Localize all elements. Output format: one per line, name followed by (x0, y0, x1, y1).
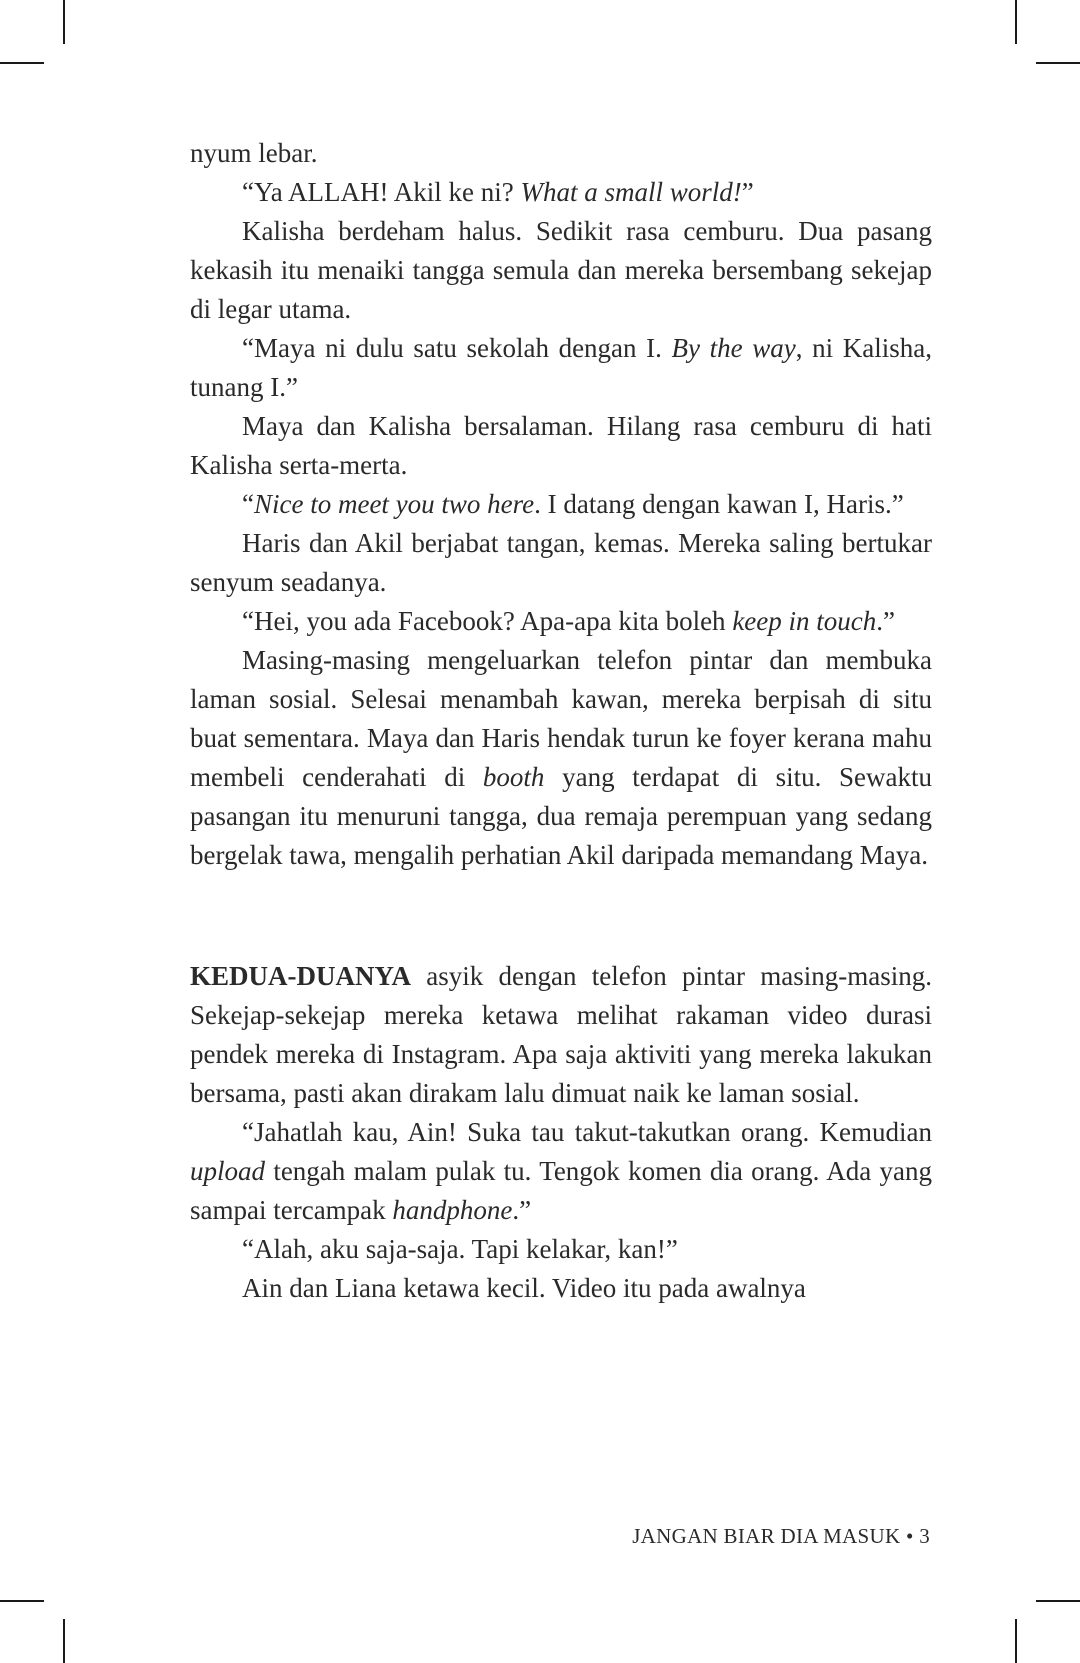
text-run: asyik dengan telefon pintar masing-masing. Sekejap-sekejap mereka ketawa melihat rakaman video durasi pendek mereka di Instagram. Apa saja aktiviti yang mereka lakukan bersama, pasti akan dirakam lalu dimuat naik ke laman sosial. (190, 961, 932, 1108)
crop-mark-top-left-horizontal (0, 62, 44, 64)
section-opening-paragraph (190, 957, 932, 1113)
crop-mark-bottom-right-horizontal (1036, 1600, 1080, 1602)
paragraph (190, 1269, 932, 1308)
running-footer: JANGAN BIAR DIA MASUK • 3 (632, 1524, 930, 1548)
text-run: Haris dan Akil berjabat tangan, kemas. Mereka saling bertukar senyum seadanya. (190, 528, 932, 597)
text-run: Maya dan Kalisha bersalaman. Hilang rasa cemburu di hati Kalisha serta-merta. (190, 411, 932, 480)
text-run: “Maya ni dulu satu sekolah dengan I. (242, 333, 672, 363)
text-run: .” (876, 606, 895, 636)
page-body-text (190, 134, 932, 1308)
text-run: “Ya ALLAH! Akil ke ni? (242, 177, 521, 207)
crop-mark-top-right-vertical (1015, 0, 1017, 44)
italic-phrase: upload (190, 1156, 266, 1186)
italic-phrase: keep in touch (732, 606, 877, 636)
italic-phrase: What a small world! (520, 177, 742, 207)
paragraph (190, 407, 932, 485)
text-run: nyum lebar. (190, 138, 318, 168)
bold-lead-in: KEDUA-DUANYA (190, 961, 412, 991)
text-run: Masing-masing mengeluarkan telefon pintar dan membuka laman sosial. Selesai menambah kawan, mereka berpisah di situ buat sementara. Maya dan Haris hendak turun ke foyer kerana mahu membeli cenderahati di (190, 645, 932, 792)
crop-mark-top-right-horizontal (1036, 62, 1080, 64)
italic-phrase: Nice to meet you two here (253, 489, 535, 519)
paragraph (190, 485, 932, 524)
paragraph (190, 173, 932, 212)
paragraph (190, 641, 932, 875)
text-run: “Hei, you ada Facebook? Apa-apa kita boleh (242, 606, 733, 636)
text-run: “Jahatlah kau, Ain! Suka tau takut-takutkan orang. Kemudian (242, 1117, 932, 1147)
italic-phrase: handphone (392, 1195, 513, 1225)
text-run: “ (242, 489, 254, 519)
paragraph (190, 1230, 932, 1269)
paragraph (190, 524, 932, 602)
paragraph (190, 602, 932, 641)
text-run: tengah malam pulak tu. Tengok komen dia orang. Ada yang sampai tercampak (190, 1156, 932, 1225)
text-run: ” (741, 177, 754, 207)
crop-mark-bottom-left-horizontal (0, 1600, 44, 1602)
text-run: yang terdapat di situ. Sewaktu pasangan itu menuruni tangga, dua remaja perempuan yang sedang bergelak tawa, mengalih perhatian Akil daripada memandang Maya. (190, 762, 932, 870)
paragraph (190, 212, 932, 329)
crop-mark-bottom-left-vertical (63, 1619, 65, 1663)
paragraph (190, 1113, 932, 1230)
crop-mark-bottom-right-vertical (1015, 1619, 1017, 1663)
text-run: . I datang dengan kawan I, Haris.” (534, 489, 904, 519)
text-run: Ain dan Liana ketawa kecil. Video itu pada awalnya (242, 1273, 806, 1303)
crop-mark-top-left-vertical (63, 0, 65, 44)
text-run: “Alah, aku saja-saja. Tapi kelakar, kan!” (242, 1234, 678, 1264)
paragraph (190, 134, 932, 173)
text-run: Kalisha berdeham halus. Sedikit rasa cemburu. Dua pasang kekasih itu menaiki tangga semula dan mereka bersembang sekejap di legar utama. (190, 216, 932, 324)
italic-phrase: booth (482, 762, 545, 792)
italic-phrase: By the way (671, 333, 796, 363)
text-run: .” (512, 1195, 532, 1225)
paragraph (190, 329, 932, 407)
text-run: , ni Kalisha, tunang I.” (190, 333, 932, 402)
